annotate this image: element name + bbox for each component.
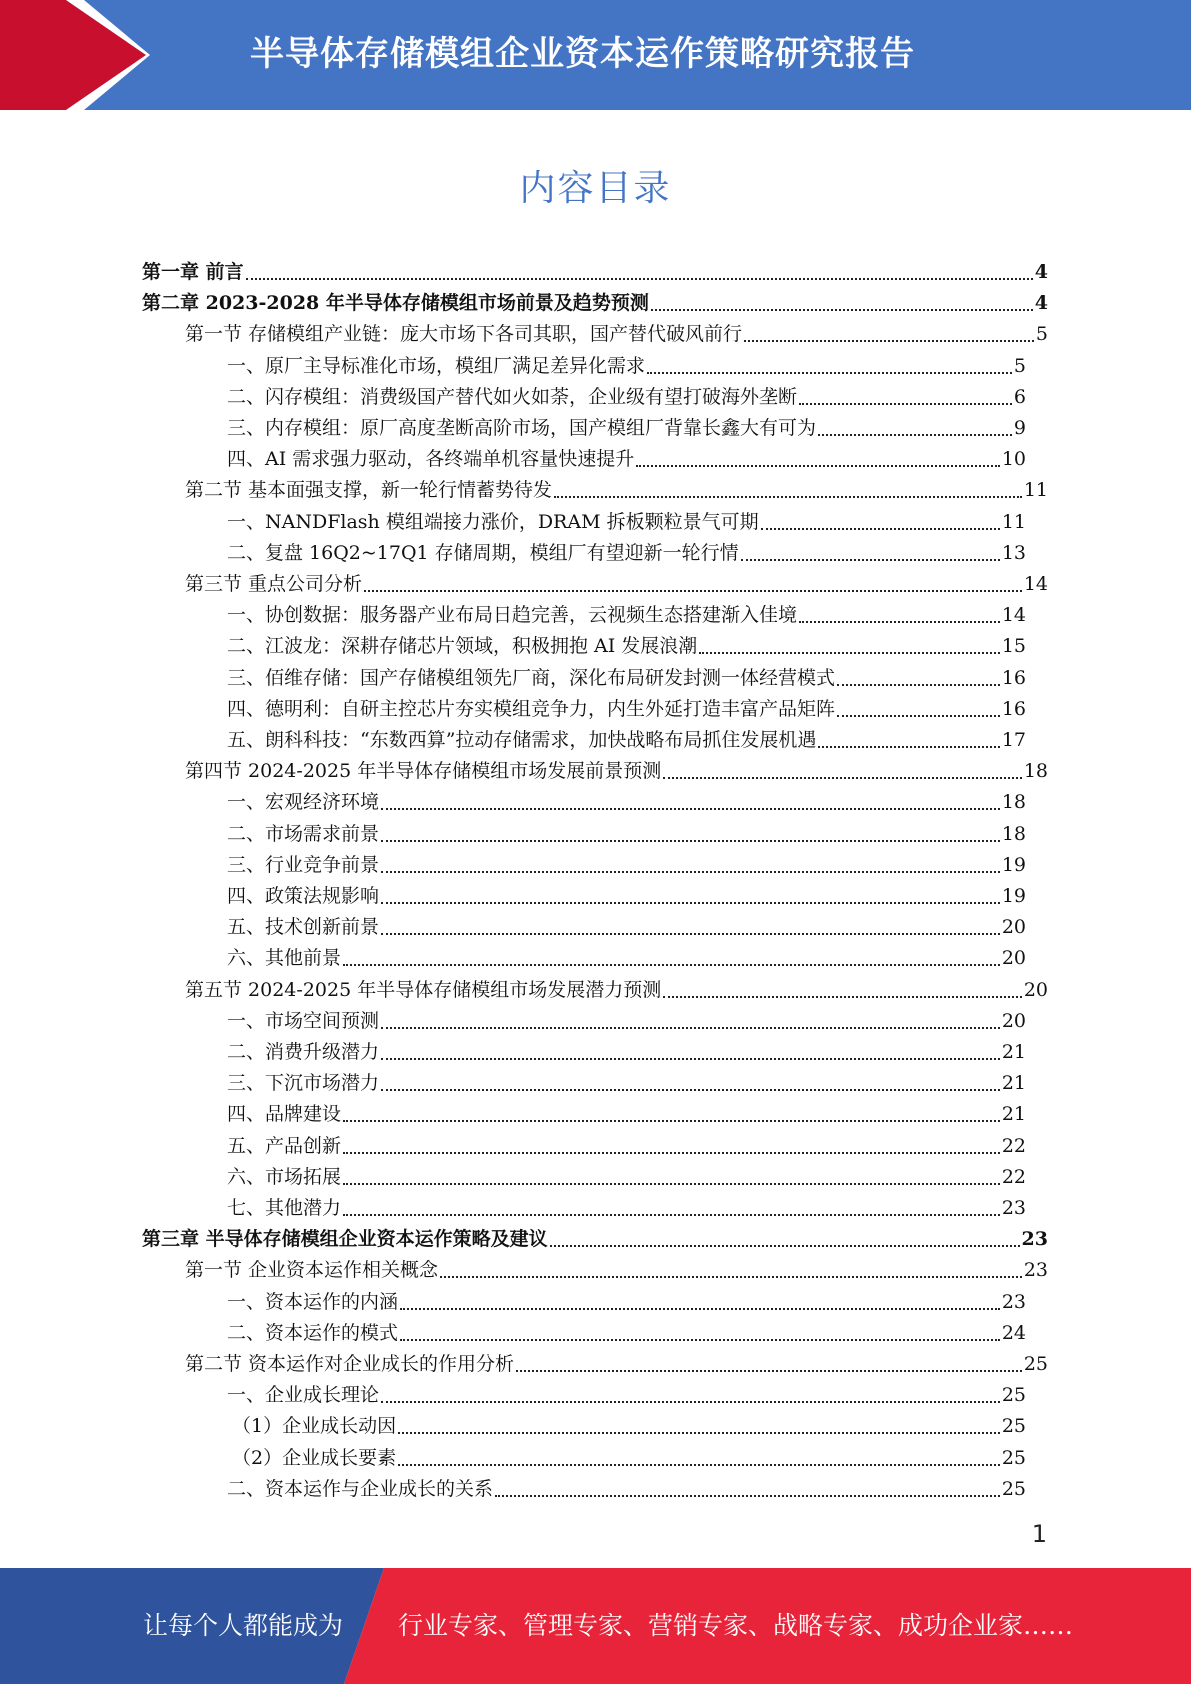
toc-entry-title: 第三节 重点公司分析 — [185, 573, 363, 595]
toc-entry-title: 五、朗科科技：“东数西算”拉动存储需求，加快战略布局抓住发展机遇 — [227, 729, 817, 751]
toc-entry-title: 第二章 2023-2028 年半导体存储模组市场前景及趋势预测 — [142, 292, 649, 315]
toc-entry-title: 第一节 企业资本运作相关概念 — [185, 1259, 439, 1282]
toc-entry-title: 三、行业竞争前景 — [227, 853, 380, 876]
toc-entry-page: 20 — [1001, 947, 1026, 970]
toc-dot-leader — [343, 1151, 1000, 1154]
toc-entry-page: 21 — [1001, 1041, 1026, 1063]
report-title: 半导体存储模组企业资本运作策略研究报告 — [250, 34, 915, 74]
toc-entry[interactable] — [227, 1033, 1026, 1064]
toc-entry[interactable] — [185, 315, 1048, 346]
toc-entry-title: 四、AI 需求强力驱动，各终端单机容量快速提升 — [227, 448, 635, 471]
toc-entry-title: 三、佰维存储：国产存储模组领先厂商，深化布局研发封测一体经营模式 — [227, 666, 836, 689]
toc-dot-leader — [246, 277, 1033, 280]
toc-dot-leader — [364, 589, 1022, 592]
toc-dot-leader — [400, 1307, 1000, 1310]
toc-entry-page: 10 — [1001, 448, 1026, 471]
toc-dot-leader — [818, 433, 1012, 436]
toc-entry-page: 15 — [1001, 635, 1026, 658]
toc-entry-title: 一、市场空间预测 — [227, 1009, 380, 1032]
toc-entry[interactable] — [227, 690, 1026, 721]
toc-entry[interactable] — [227, 1002, 1026, 1033]
toc-entry-title: 五、产品创新 — [227, 1134, 342, 1157]
toc-entry-page: 25 — [1023, 1353, 1048, 1375]
toc-entry-page: 11 — [1023, 479, 1048, 502]
toc-dot-leader — [799, 402, 1012, 405]
toc-entry[interactable] — [185, 471, 1048, 502]
toc-entry[interactable] — [185, 971, 1048, 1002]
toc-entry-page: 25 — [1001, 1477, 1026, 1500]
toc-entry-title: 二、资本运作与企业成长的关系 — [227, 1477, 494, 1500]
toc-entry-page: 23 — [1001, 1290, 1026, 1313]
toc-entry-page: 20 — [1001, 916, 1026, 939]
toc-entry-page: 23 — [1023, 1259, 1048, 1282]
toc-dot-leader — [663, 776, 1022, 779]
toc-entry-page: 18 — [1001, 791, 1026, 814]
toc-dot-leader — [761, 527, 1000, 530]
toc-entry[interactable] — [185, 1251, 1048, 1282]
toc-dot-leader — [516, 1369, 1022, 1372]
toc-entry[interactable] — [227, 1095, 1026, 1126]
toc-dot-leader — [699, 651, 1000, 654]
footer-slogan-left: 让每个人都能成为 — [143, 1611, 344, 1640]
toc-entry[interactable] — [227, 596, 1026, 627]
toc-entry[interactable] — [227, 503, 1026, 534]
toc-entry-page: 20 — [1023, 978, 1048, 1001]
toc-dot-leader — [741, 558, 1000, 561]
toc-entry-page: 5 — [1035, 323, 1048, 346]
toc-entry-page: 24 — [1001, 1321, 1026, 1344]
toc-entry-title: 第一章 前言 — [142, 261, 244, 283]
toc-entry-title: 一、原厂主导标准化市场，模组厂满足差异化需求 — [227, 354, 646, 377]
toc-dot-leader — [818, 745, 999, 748]
toc-entry-page: 16 — [1001, 666, 1026, 689]
toc-heading: 内容目录 — [519, 168, 672, 209]
toc-entry-title: 七、其他潜力 — [227, 1197, 342, 1219]
toc-entry-page: 17 — [1001, 729, 1026, 751]
toc-dot-leader — [647, 371, 1012, 374]
toc-entry-title: 一、企业成长理论 — [227, 1384, 380, 1407]
toc-dot-leader — [636, 464, 1000, 467]
toc-dot-leader — [799, 620, 1000, 623]
toc-dot-leader — [398, 1463, 1000, 1466]
toc-entry[interactable] — [227, 409, 1026, 440]
toc-entry-page: 19 — [1001, 885, 1026, 907]
toc-entry-title: 第二节 资本运作对企业成长的作用分析 — [185, 1353, 515, 1375]
toc-dot-leader — [343, 1213, 1000, 1216]
toc-entry-page: 4 — [1034, 292, 1048, 315]
toc-entry-page: 25 — [1001, 1415, 1026, 1438]
toc-entry-page: 5 — [1013, 354, 1026, 377]
toc-entry[interactable] — [227, 1314, 1026, 1345]
toc-entry-page: 21 — [1001, 1072, 1026, 1095]
toc-dot-leader — [381, 901, 1000, 904]
toc-entry-title: 四、政策法规影响 — [227, 885, 380, 907]
toc-entry-title: 一、资本运作的内涵 — [227, 1290, 399, 1313]
toc-entry-title: 二、复盘 16Q2~17Q1 存储周期，模组厂有望迎新一轮行情 — [227, 541, 739, 564]
toc-dot-leader — [398, 1431, 1000, 1434]
toc-entry-title: （1）企业成长动因 — [232, 1415, 397, 1438]
toc-entry[interactable] — [227, 534, 1026, 565]
toc-dot-leader — [381, 839, 1000, 842]
toc-entry-page: 22 — [1001, 1165, 1026, 1188]
toc-entry-title: 五、技术创新前景 — [227, 916, 380, 939]
toc-dot-leader — [495, 1494, 1000, 1497]
toc-entry-page: 21 — [1001, 1103, 1026, 1126]
toc-entry-title: 二、市场需求前景 — [227, 822, 380, 845]
toc-entry-title: 二、消费升级潜力 — [227, 1041, 380, 1063]
toc-entry[interactable] — [227, 908, 1026, 939]
toc-dot-leader — [837, 714, 1000, 717]
toc-entry[interactable] — [227, 1127, 1026, 1158]
toc-entry-title: （2）企业成长要素 — [232, 1446, 397, 1469]
toc-entry-title: 一、协创数据：服务器产业布局日趋完善，云视频生态搭建渐入佳境 — [227, 604, 798, 627]
toc-entry-page: 14 — [1001, 604, 1026, 627]
toc-dot-leader — [400, 1338, 1000, 1341]
toc-entry-title: 三、内存模组：原厂高度垄断高阶市场，国产模组厂背靠长鑫大有可为 — [227, 417, 817, 439]
toc-entry[interactable] — [227, 939, 1026, 970]
toc-entry-page: 11 — [1001, 510, 1026, 533]
toc-dot-leader — [381, 1088, 1000, 1091]
toc-entry[interactable] — [185, 565, 1048, 596]
footer-banner — [0, 1568, 1191, 1684]
toc-entry-page: 18 — [1023, 760, 1048, 783]
toc-entry[interactable] — [185, 1345, 1048, 1376]
toc-entry[interactable] — [227, 1283, 1026, 1314]
toc-dot-leader — [343, 963, 1000, 966]
toc-entry-page: 25 — [1001, 1384, 1026, 1407]
toc-dot-leader — [663, 995, 1022, 998]
toc-entry-page: 13 — [1001, 541, 1026, 564]
toc-dot-leader — [381, 870, 1000, 873]
toc-entry-title: 二、江波龙：深耕存储芯片领域，积极拥抱 AI 发展浪潮 — [227, 635, 698, 658]
toc-entry-page: 14 — [1023, 573, 1048, 595]
toc-entry[interactable] — [227, 783, 1026, 814]
toc-entry-title: 一、宏观经济环境 — [227, 791, 380, 814]
toc-dot-leader — [343, 1119, 1000, 1122]
toc-entry-page: 18 — [1001, 822, 1026, 845]
toc-dot-leader — [440, 1275, 1022, 1278]
toc-entry-page: 23 — [1021, 1228, 1048, 1251]
toc-entry-page: 23 — [1001, 1197, 1026, 1219]
toc-entry[interactable] — [227, 378, 1026, 409]
toc-entry[interactable] — [232, 1439, 1026, 1470]
toc-entry[interactable] — [227, 440, 1026, 471]
toc-entry[interactable] — [227, 846, 1026, 877]
toc-entry-page: 25 — [1001, 1446, 1026, 1469]
toc-entry[interactable] — [227, 721, 1026, 752]
toc-entry[interactable] — [142, 253, 1048, 284]
toc-dot-leader — [381, 1057, 1000, 1060]
toc-entry-page: 4 — [1034, 261, 1048, 283]
toc-entry-title: 四、德明利：自研主控芯片夯实模组竞争力，内生外延打造丰富产品矩阵 — [227, 697, 836, 720]
toc-entry-title: 第五节 2024-2025 年半导体存储模组市场发展潜力预测 — [185, 978, 662, 1001]
toc-entry[interactable] — [185, 752, 1048, 783]
toc-entry-title: 二、资本运作的模式 — [227, 1321, 399, 1344]
toc-entry[interactable] — [227, 1158, 1026, 1189]
toc-entry[interactable] — [227, 347, 1026, 378]
toc-entry[interactable] — [227, 1376, 1026, 1407]
page-number: 1 — [1031, 1520, 1047, 1548]
toc-dot-leader — [550, 1244, 1020, 1247]
toc-dot-leader — [381, 807, 1000, 810]
toc-entry-title: 二、闪存模组：消费级国产替代如火如荼，企业级有望打破海外垄断 — [227, 385, 798, 408]
header-banner — [0, 0, 1191, 110]
toc-entry[interactable] — [227, 659, 1026, 690]
toc-dot-leader — [381, 1026, 1000, 1029]
toc-entry-page: 19 — [1001, 853, 1026, 876]
toc-entry-title: 第四节 2024-2025 年半导体存储模组市场发展前景预测 — [185, 760, 662, 783]
toc-dot-leader — [381, 932, 1000, 935]
toc-entry-title: 第一节 存储模组产业链：庞大市场下各司其职，国产替代破风前行 — [185, 323, 743, 346]
toc-dot-leader — [554, 495, 1022, 498]
toc-dot-leader — [837, 683, 1000, 686]
toc-entry[interactable] — [227, 1189, 1026, 1220]
toc-entry[interactable] — [227, 1064, 1026, 1095]
footer-slogan-right: 行业专家、管理专家、营销专家、战略专家、成功企业家…… — [398, 1611, 1074, 1640]
toc-entry-title: 第二节 基本面强支撑，新一轮行情蓄势待发 — [185, 479, 553, 502]
toc-entry-title: 四、品牌建设 — [227, 1103, 342, 1126]
toc-entry-title: 六、市场拓展 — [227, 1165, 342, 1188]
toc-entry-page: 16 — [1001, 697, 1026, 720]
toc-dot-leader — [744, 339, 1034, 342]
toc-entry-title: 六、其他前景 — [227, 947, 342, 970]
toc-entry-page: 9 — [1013, 417, 1026, 439]
toc-entry-title: 一、NANDFlash 模组端接力涨价，DRAM 拆板颗粒景气可期 — [227, 510, 759, 533]
toc-dot-leader — [343, 1182, 1000, 1185]
toc-entry[interactable] — [142, 284, 1048, 315]
toc-entry[interactable] — [142, 1220, 1048, 1251]
toc-dot-leader — [651, 308, 1033, 311]
toc-entry[interactable] — [227, 815, 1026, 846]
toc-dot-leader — [381, 1400, 1000, 1403]
toc-entry[interactable] — [227, 877, 1026, 908]
toc-entry[interactable] — [232, 1407, 1026, 1438]
toc-entry-page: 6 — [1013, 385, 1026, 408]
toc-entry-title: 第三章 半导体存储模组企业资本运作策略及建议 — [142, 1228, 548, 1251]
toc-entry[interactable] — [227, 1470, 1026, 1501]
toc-entry-page: 22 — [1001, 1134, 1026, 1157]
toc-entry-title: 三、下沉市场潜力 — [227, 1072, 380, 1095]
toc-entry[interactable] — [227, 627, 1026, 658]
toc-entry-page: 20 — [1001, 1009, 1026, 1032]
